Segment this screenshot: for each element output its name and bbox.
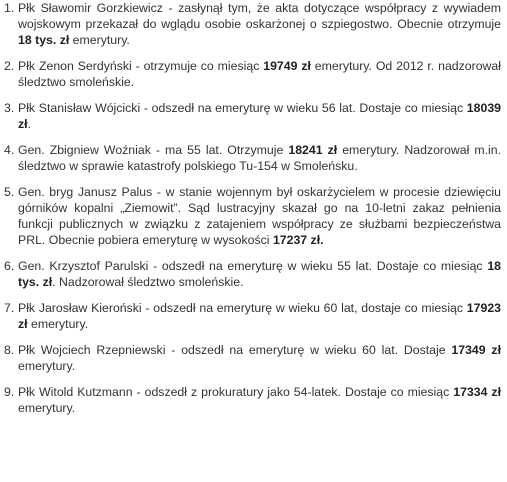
list-item [4,100,501,132]
pension-amount: 17334 zł [453,385,501,399]
pension-amount: 17349 zł [451,343,502,357]
text-segment: Gen. bryg Janusz Palus - w stanie wojennym był oskarżycielem w procesie dziewięciu górników kopalni „Ziemowit”. Sąd lustracyjny skazał go na 10-letni zakaz pełnienia funkcji publicznych w związku z zatajeniem współpracy ze służbami bezpieczeństwa PRL. Obecnie pobiera emeryturę w wysokości [18,185,501,247]
list-item [4,342,501,374]
pension-amount: 17923 zł [18,301,501,331]
list-item-number: 2. [4,59,15,73]
pension-amount: 18241 zł [288,143,338,157]
text-segment: Płk Zenon Serdyński - otrzymuje co miesiąc [18,59,264,73]
pension-amount: 19749 zł [263,59,311,73]
list-item [4,58,501,90]
text-segment: Gen. Krzysztof Parulski - odszedł na emeryturę w wieku 55 lat. Dostaje co miesiąc [18,259,488,273]
list-item-number: 6. [4,259,15,273]
list-item [4,258,501,290]
text-segment: Płk Wojciech Rzepniewski - odszedł na emeryturę w wieku 60 lat. Dostaje [18,343,452,357]
text-segment: emerytury. [27,317,89,331]
list-item-text [18,384,501,416]
pension-amount: 17237 zł. [272,233,324,247]
text-segment: Gen. Zbigniew Woźniak - ma 55 lat. Otrzymuje [18,143,289,157]
pension-amount: 18 tys. zł [18,259,501,289]
list-item [4,184,501,248]
list-item-text [18,0,501,48]
list-item-number: 3. [4,101,15,115]
list-item-number: 1. [4,1,15,15]
list-item [4,384,501,416]
list-item-text [18,258,501,290]
list-item-number: 7. [4,301,15,315]
list-item-text [18,342,501,374]
text-segment: emerytury. [18,359,76,373]
list-item-number: 9. [4,385,15,399]
text-segment: Płk Sławomir Gorzkiewicz - zasłynął tym, że akta dotyczące współpracy z wywiadem wojskowym przekazał do wglądu osobie oskarżonej o szpiegostwo. Obecnie otrzymuje [18,1,501,31]
list-item-number: 5. [4,185,15,199]
text-segment: emerytury. [18,401,76,415]
list-item [4,142,501,174]
text-segment: emerytury. Nadzorował m.in. śledztwo w sprawie katastrofy polskiego Tu-154 w Smoleńsku. [18,143,501,173]
text-segment: emerytury. Od 2012 r. nadzorował śledztwo smoleńskie. [18,59,502,89]
list-item [4,0,501,48]
list-item-number: 8. [4,343,15,357]
list-item-text [18,300,501,332]
pension-amount: 18039 zł [18,101,501,131]
list-item [4,300,501,332]
text-segment: emerytury. [69,33,130,47]
text-segment: Płk Stanisław Wójcicki - odszedł na emeryturę w wieku 56 lat. Dostaje co miesiąc [18,101,467,115]
text-segment: . [27,117,31,131]
list-item-number: 4. [4,143,15,157]
list-item-text [18,142,501,174]
list-item-text [18,100,501,132]
list-item-text [18,184,501,248]
text-segment: . Nadzorował śledztwo smoleńskie. [52,275,244,289]
text-segment: Płk Jarosław Kieroński - odszedł na emeryturę w wieku 60 lat, dostaje co miesiąc [18,301,467,315]
text-segment: Płk Witold Kutzmann - odszedł z prokuratury jako 54-latek. Dostaje co miesiąc [18,385,454,399]
list-item-text [18,58,501,90]
pension-amount: 18 tys. zł [18,33,70,47]
